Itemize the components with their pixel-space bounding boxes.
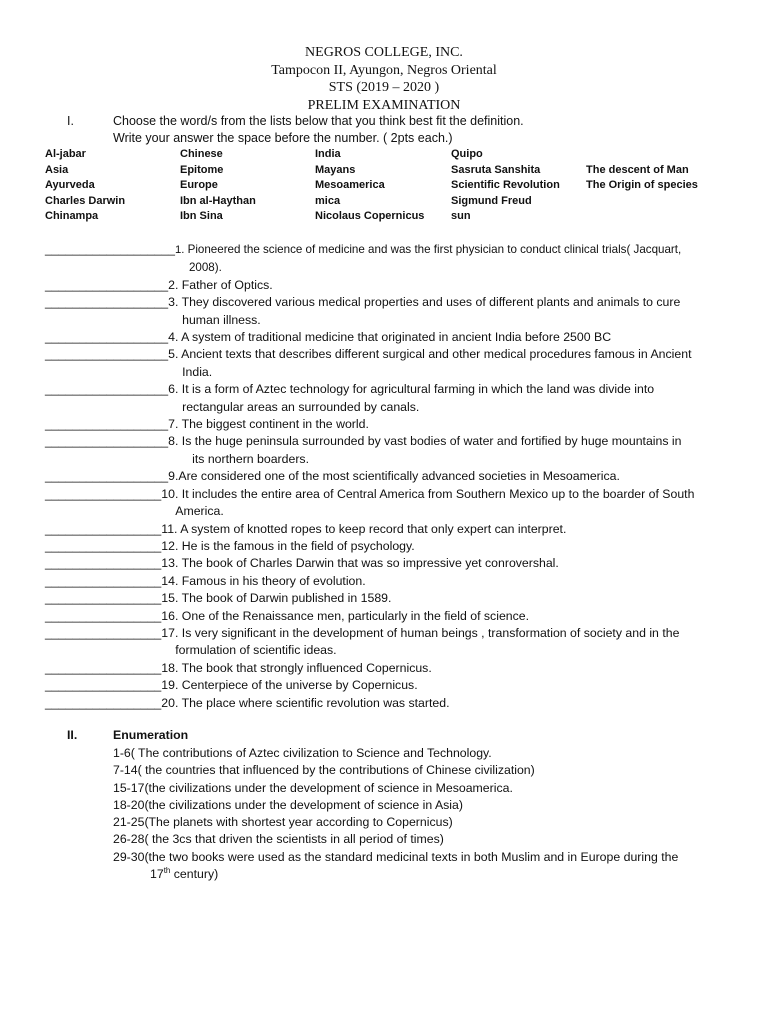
- question-number: 5.: [168, 347, 179, 362]
- question-item: [45, 625, 735, 660]
- question-text: [161, 625, 735, 660]
- question-item: [45, 555, 735, 572]
- question-item: [45, 538, 735, 555]
- question-line: Father of Optics.: [178, 277, 273, 292]
- answer-blank[interactable]: __________________: [45, 434, 169, 449]
- word-bank-item: Ibn al-Haythan: [180, 194, 256, 207]
- answer-blank[interactable]: _________________: [45, 660, 162, 675]
- question-number: 10.: [161, 486, 179, 501]
- answer-blank[interactable]: _________________: [45, 573, 162, 588]
- question-line: He is the famous in the field of psychology.: [178, 538, 415, 553]
- question-number: 4.: [168, 330, 179, 345]
- word-bank-item: Epitome: [180, 163, 224, 176]
- question-number: 11.: [161, 521, 178, 536]
- section-2-number: II.: [67, 728, 78, 742]
- exam-title: PRELIM EXAMINATION: [307, 97, 461, 113]
- question-item: [45, 277, 735, 294]
- enumeration-item: 21-25(The planets with shortest year according to Copernicus): [113, 815, 453, 830]
- answer-blank[interactable]: _________________: [45, 695, 162, 710]
- question-number: 9.: [168, 469, 179, 484]
- answer-blank[interactable]: _________________: [45, 591, 162, 606]
- question-item: [45, 433, 735, 468]
- word-bank-item: Chinese: [180, 148, 223, 160]
- question-line: Ancient texts that describes different surgical and other medical procedures famous in Ancient: [178, 347, 692, 362]
- enumeration-item-continued: [113, 866, 727, 883]
- question-line-continued: India.: [182, 364, 213, 379]
- question-text: [161, 521, 735, 538]
- enumeration-item: 7-14( the countries that influenced by the contributions of Chinese civilization): [113, 763, 535, 778]
- question-number: 6.: [168, 382, 179, 397]
- question-line-continued: 2008).: [188, 261, 222, 275]
- word-bank-item: India: [315, 148, 341, 160]
- word-bank-item: Mesoamerica: [315, 179, 385, 192]
- course-title: STS (2019 – 2020 ): [328, 80, 440, 95]
- question-item: [45, 329, 735, 346]
- question-item: [45, 416, 735, 433]
- question-text: [161, 660, 735, 677]
- question-text: [161, 486, 735, 521]
- word-bank-item: Scientific Revolution: [451, 179, 560, 192]
- enumeration-item: 18-20(the civilizations under the development of science in Asia): [113, 797, 463, 812]
- question-text: [168, 433, 735, 468]
- question-line: Is very significant in the development of human beings , transformation of society and in the: [178, 625, 680, 640]
- question-line: Famous in his theory of evolution.: [178, 573, 366, 588]
- answer-blank[interactable]: __________________: [45, 382, 169, 397]
- century-number: 17: [150, 867, 164, 882]
- enumeration-item: 1-6( The contributions of Aztec civilization to Science and Technology.: [113, 746, 492, 760]
- answer-blank[interactable]: _________________: [45, 608, 162, 623]
- question-number: 19.: [161, 678, 179, 693]
- question-number: 15.: [161, 591, 179, 606]
- question-line: It is a form of Aztec technology for agricultural farming in which the land was divide into: [178, 382, 655, 397]
- question-text: [168, 468, 735, 485]
- school-name: NEGROS COLLEGE, INC.: [305, 45, 463, 60]
- word-bank-item: Nicolaus Copernicus: [315, 210, 425, 223]
- instruction-line-1: Choose the word/s from the lists below that you think best fit the definition.: [113, 114, 524, 128]
- question-number: 17.: [161, 625, 179, 640]
- question-number: 7.: [168, 417, 179, 432]
- question-item: [45, 521, 735, 538]
- question-item: [45, 660, 735, 677]
- question-line: The biggest continent in the world.: [178, 417, 369, 432]
- word-bank-item: Mayans: [315, 163, 356, 176]
- answer-blank[interactable]: _________________: [45, 625, 162, 640]
- question-line: The place where scientific revolution was started.: [178, 695, 450, 710]
- word-bank: [45, 148, 746, 226]
- word-bank-item: Al-jabar: [45, 148, 86, 160]
- word-bank-item: [586, 210, 746, 226]
- enumeration-item: 15-17(the civilizations under the development of science in Mesoamerica.: [113, 780, 513, 795]
- word-bank-item: Charles Darwin: [45, 194, 126, 207]
- answer-blank[interactable]: _________________: [45, 678, 162, 693]
- section-1-number: I.: [67, 114, 74, 128]
- answer-blank[interactable]: _________________: [45, 538, 162, 553]
- question-line: The book of Darwin published in 1589.: [178, 591, 392, 606]
- answer-blank[interactable]: _________________: [45, 556, 162, 571]
- question-line-continued: its northern boarders.: [192, 451, 309, 466]
- answer-blank[interactable]: ___________________: [45, 242, 175, 256]
- question-item: [45, 573, 735, 590]
- answer-blank[interactable]: __________________: [45, 469, 169, 484]
- question-number: 8.: [168, 434, 179, 449]
- question-line: They discovered various medical properties and uses of different plants and animals to cure: [178, 295, 681, 310]
- school-address: Tampocon II, Ayungon, Negros Oriental: [271, 62, 497, 78]
- section-2-title: Enumeration: [113, 728, 189, 742]
- question-line-continued: formulation of scientific ideas.: [175, 643, 337, 658]
- word-bank-item: Ayurveda: [45, 179, 95, 192]
- question-text: [161, 555, 735, 572]
- question-item: [45, 695, 735, 712]
- question-text: [168, 381, 735, 416]
- question-number: 2.: [168, 277, 179, 292]
- question-text: [161, 590, 735, 607]
- question-line-continued: America.: [175, 504, 224, 519]
- question-text: [168, 294, 735, 329]
- question-line: It includes the entire area of Central America from Southern Mexico up to the boarder of South: [178, 486, 695, 501]
- question-text: [168, 277, 735, 294]
- question-item: [45, 381, 735, 416]
- word-bank-item: Quipo: [451, 148, 483, 160]
- question-line: Are considered one of the most scientifically advanced societies in Mesoamerica.: [178, 469, 620, 484]
- question-number: 1.: [174, 244, 185, 256]
- question-number: 20.: [161, 695, 179, 710]
- word-bank-item: [586, 148, 746, 164]
- question-number: 18.: [161, 660, 179, 675]
- word-bank-item: Europe: [180, 179, 218, 192]
- question-line: Centerpiece of the universe by Copernicus.: [178, 678, 418, 693]
- question-line-continued: rectangular areas an surrounded by canals.: [182, 399, 420, 414]
- word-bank-item: The Origin of species: [586, 179, 698, 192]
- enumeration-item: 29-30(the two books were used as the standard medicinal texts in both Muslim and in Europe during the: [113, 849, 679, 864]
- question-item: [45, 294, 735, 329]
- question-number: 13.: [161, 556, 179, 571]
- ordinal-suffix: th: [163, 865, 171, 875]
- section-1-instructions: [113, 113, 524, 147]
- word-bank-item: Chinampa: [45, 210, 99, 223]
- question-line: One of the Renaissance men, particularly in the field of science.: [178, 608, 530, 623]
- question-line: A system of knotted ropes to keep record that only expert can interpret.: [177, 521, 567, 536]
- answer-blank[interactable]: __________________: [45, 417, 169, 432]
- word-bank-item: [586, 195, 746, 211]
- word-bank-item: Sigmund Freud: [451, 194, 532, 207]
- question-text: [161, 608, 735, 625]
- answer-blank[interactable]: __________________: [45, 295, 169, 310]
- century-word: century): [170, 867, 219, 882]
- question-item: [45, 590, 735, 607]
- question-item: [45, 486, 735, 521]
- question-line: Pioneered the science of medicine and was the first physician to conduct clinical trials( Jacquart,: [184, 243, 682, 256]
- word-bank-item: Ibn Sina: [180, 210, 223, 223]
- answer-blank[interactable]: __________________: [45, 347, 169, 362]
- enumeration-list: [113, 745, 727, 883]
- question-number: 3.: [168, 295, 179, 310]
- question-item: [45, 468, 735, 485]
- word-bank-item: Sasruta Sanshita: [451, 163, 541, 176]
- question-text: [168, 329, 735, 346]
- question-text: [161, 677, 735, 694]
- question-item: [45, 346, 735, 381]
- question-line: The book that strongly influenced Copernicus.: [178, 660, 432, 675]
- question-line-continued: human illness.: [182, 312, 261, 327]
- question-text: [175, 241, 735, 277]
- question-item: [45, 677, 735, 694]
- answer-blank[interactable]: _________________: [45, 486, 162, 501]
- question-number: 14.: [161, 573, 179, 588]
- word-bank-item: The descent of Man: [586, 163, 689, 176]
- question-item: [45, 241, 735, 277]
- question-list: [45, 241, 735, 712]
- enumeration-item: 26-28( the 3cs that driven the scientists in all period of times): [113, 832, 444, 847]
- exam-header: [0, 44, 768, 114]
- answer-blank[interactable]: _________________: [45, 521, 162, 536]
- word-bank-item: Asia: [45, 163, 69, 176]
- question-number: 16.: [161, 608, 179, 623]
- answer-blank[interactable]: __________________: [45, 330, 169, 345]
- question-text: [161, 573, 735, 590]
- question-text: [168, 416, 735, 433]
- question-line: Is the huge peninsula surrounded by vast bodies of water and fortified by huge mountains in: [178, 434, 682, 449]
- question-line: A system of traditional medicine that originated in ancient India before 2500 BC: [178, 330, 612, 345]
- answer-blank[interactable]: __________________: [45, 277, 169, 292]
- word-bank-item: mica: [315, 194, 341, 207]
- question-text: [161, 538, 735, 555]
- question-number: 12.: [161, 538, 179, 553]
- word-bank-item: sun: [451, 210, 471, 223]
- question-line: The book of Charles Darwin that was so impressive yet conrovershal.: [178, 556, 559, 571]
- question-text: [161, 695, 735, 712]
- question-text: [168, 346, 735, 381]
- instruction-line-2: Write your answer the space before the number. ( 2pts each.): [113, 131, 453, 145]
- question-item: [45, 608, 735, 625]
